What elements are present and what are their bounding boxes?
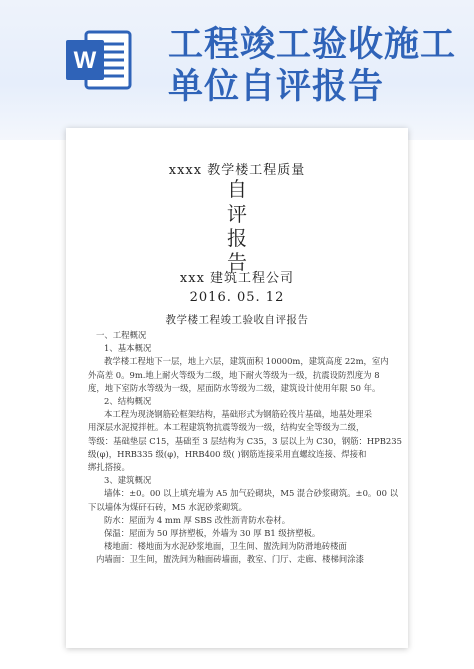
- body-line: 2、结构概况: [104, 396, 152, 407]
- body-line: 3、建筑概况: [104, 475, 152, 486]
- body-line: 墙体：±0。00 以上填充墙为 A5 加气砼砌块，M5 混合砂浆砌筑。±0。00 以: [104, 488, 398, 499]
- cover-vertical-char: 自: [227, 177, 247, 201]
- body-line: 一、工程概况: [96, 330, 147, 340]
- document-page: [66, 128, 408, 648]
- body-line: 度，地下室防水等级为一级，屋面防水等级为二级，建筑设计使用年限 50 年。: [88, 382, 381, 393]
- body-line: 等级：基础垫层 C15，基础至 3 层结构为 C35，3 层以上为 C30，钢筋：HPB235: [88, 435, 402, 446]
- cover-vertical-char: 告: [227, 250, 247, 274]
- page-fade: [66, 628, 408, 648]
- body-line: 用深层水泥搅拌桩。本工程建筑物抗震等级为一级，结构安全等级为二级，: [88, 422, 365, 433]
- body-line: 保温：屋面为 50 厚挤塑板，外墙为 30 厚 B1 级挤塑板。: [104, 528, 321, 539]
- header-banner: [0, 0, 474, 140]
- cover-vertical-char: 评: [227, 202, 247, 226]
- body-line: 下以墙体为煤矸石砖，M5 水泥砂浆砌筑。: [88, 501, 247, 512]
- body-line: 教学楼工程地下一层，地上六层，建筑面积 10000m，建筑高度 22m，室内: [104, 356, 389, 367]
- title-line-2: 单位自评报告: [168, 67, 385, 107]
- cover-company: xxx 建筑工程公司: [179, 271, 295, 286]
- cover-date: 2016. 05. 12: [189, 290, 285, 305]
- word-document-icon: [64, 30, 134, 92]
- document-body: [88, 329, 402, 567]
- body-line: 绑扎搭接。: [88, 462, 130, 473]
- cover-vertical-char: 报: [227, 226, 247, 250]
- page-title: [168, 24, 468, 108]
- body-line: 楼地面：楼地面为水泥砂浆地面，卫生间、盥洗间为防滑地砖楼面: [104, 541, 347, 552]
- body-line: 级(φ)，HRB335 级(φ)，HRB400 级( )钢筋连接采用直螺纹连接、焊接和: [88, 448, 367, 459]
- body-line: 外高差 0。9m.地上耐火等级为二级，地下耐火等级为一级，抗震设防烈度为 8: [88, 369, 380, 380]
- body-line: 1、基本概况: [104, 343, 152, 354]
- body-line: 本工程为现浇钢筋砼框架结构，基础形式为钢筋砼筏片基础，地基处理采: [104, 409, 372, 420]
- body-line: 防水：屋面为 4 mm 厚 SBS 改性沥青防水卷材。: [104, 514, 291, 525]
- cover-subtitle: xxxx 教学楼工程质量: [168, 163, 306, 178]
- title-line-1: 工程竣工验收施工: [168, 25, 457, 65]
- svg-text:W: W: [73, 47, 97, 74]
- body-line: 内墙面：卫生间，盥洗间为釉面砖墙面，教室、门厅、走廊、楼梯间涂漆: [96, 554, 364, 565]
- document-title: 教学楼工程竣工验收自评报告: [165, 314, 309, 326]
